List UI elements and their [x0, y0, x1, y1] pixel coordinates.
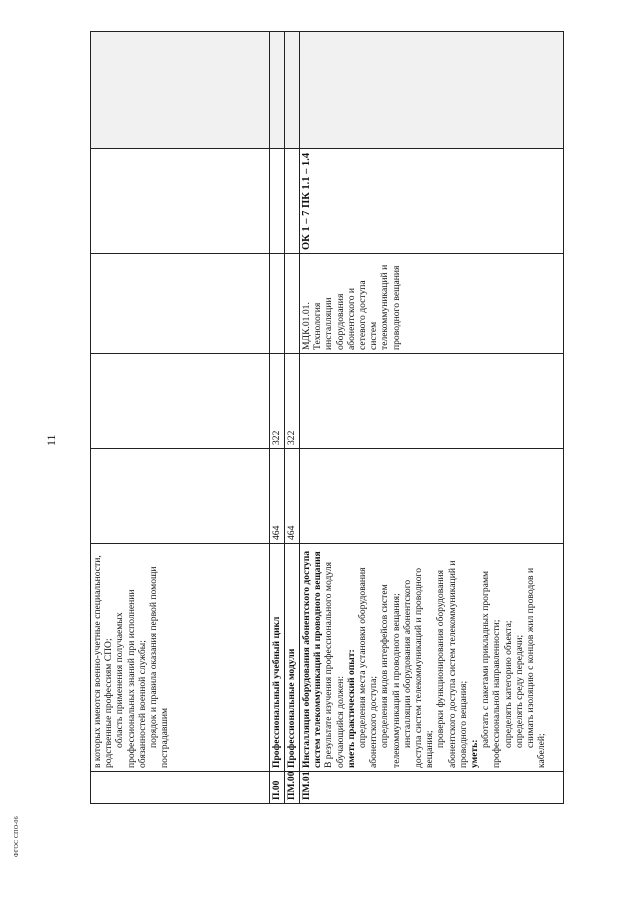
cell-course [91, 254, 270, 354]
module-title: Инсталляция оборудования абонентского доступа систем телекоммуникаций и проводного вещания [301, 550, 324, 768]
experience-label: иметь практический опыт: [345, 649, 357, 768]
curriculum-table [90, 31, 564, 804]
cell-max-load: 464 [270, 449, 285, 544]
cell-extra [270, 32, 285, 149]
cell-description [300, 544, 564, 772]
experience-item: определения места установки оборудования абонентского доступа; [357, 567, 380, 768]
cell-required [91, 354, 270, 449]
cell-course: МДК.01.01. Технология инсталляции оборудования абонентского и сетевого доступа систем телекоммуникаций и проводного вещания [300, 254, 564, 354]
cell-max-load: 464 [285, 449, 300, 544]
skills-item: снимать изоляцию с концов жил проводов и кабелей; [525, 567, 548, 768]
cell-code [91, 772, 270, 804]
skills-item: работать с пакетами прикладных программ профессиональной направленности; [480, 570, 503, 768]
text-line: область применения получаемых профессиональных знаний при исполнении обязанностей военной службы; [114, 589, 148, 768]
cell-extra [300, 32, 564, 149]
cell-course [270, 254, 285, 354]
cell-max-load [300, 449, 564, 544]
cell-description [91, 544, 270, 772]
cell-competencies [91, 149, 270, 254]
cell-max-load [91, 449, 270, 544]
page-number: 11 [44, 434, 58, 446]
cell-competencies [285, 149, 300, 254]
rotated-curriculum-table [90, 32, 564, 804]
table-row-pm01 [300, 32, 564, 804]
cell-description: Профессиональный учебный цикл [270, 544, 285, 772]
cell-code: П.00 [270, 772, 285, 804]
cell-required: 322 [270, 354, 285, 449]
cell-extra [91, 32, 270, 149]
cell-description: Профессиональные модули [285, 544, 300, 772]
text-line: в которых имеются военно-учетные специальности, родственные профессиям СПО; [92, 555, 115, 768]
footer-doc-code: ФГОС СПО-06 [14, 816, 20, 857]
experience-item: определения видов интерфейсов систем телекоммуникаций и проводного вещания; [379, 584, 402, 768]
cell-required [300, 354, 564, 449]
table-row-professional-modules [285, 32, 300, 804]
cell-code: ПМ.01 [300, 772, 564, 804]
cell-competencies: ОК 1 – 7 ПК 1.1 – 1.4 [300, 149, 564, 254]
skills-item: определять категорию объекта; [502, 620, 514, 748]
cell-code: ПМ.00 [285, 772, 300, 804]
table-row-professional-cycle [270, 32, 285, 804]
module-intro: В результате изучения профессионального модуля обучающийся должен: [323, 562, 346, 768]
experience-item: проверки функционирования оборудования абонентского доступа систем телекоммуникаций и проводного вещания; [435, 560, 469, 768]
cell-competencies [270, 149, 285, 254]
cell-required: 322 [285, 354, 300, 449]
table-row-military-training [91, 32, 270, 804]
skills-item: определять среду передачи; [513, 634, 525, 748]
skills-label: уметь: [469, 739, 481, 768]
experience-item: инсталляции оборудования абонентского доступа систем телекоммуникаций и проводного вещания; [401, 567, 436, 768]
text-line: порядок и правила оказания первой помощи пострадавшим [148, 566, 171, 768]
cell-course [285, 254, 300, 354]
cell-extra [285, 32, 300, 149]
